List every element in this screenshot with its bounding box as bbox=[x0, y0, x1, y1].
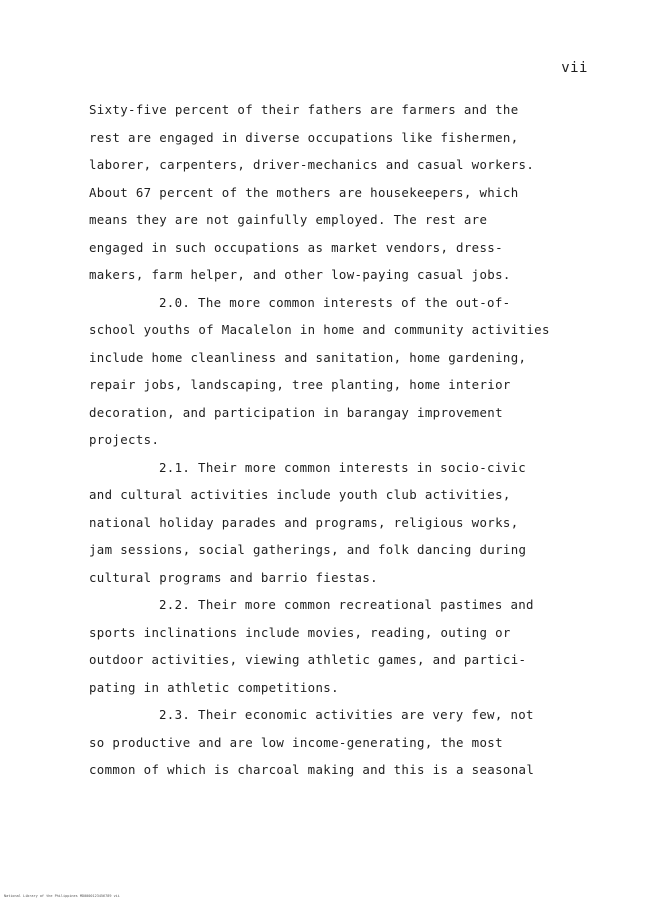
text-line: 2.2. Their more common recreational pastimes and bbox=[159, 597, 534, 612]
text-line: engaged in such occupations as market vendors, dress- bbox=[89, 239, 503, 255]
archive-stamp: National Library of the Philippines MD0000123456789 vii bbox=[4, 894, 120, 898]
text-line: repair jobs, landscaping, tree planting, home interior bbox=[89, 377, 511, 392]
text-line: include home cleanliness and sanitation, home gardening, bbox=[89, 349, 527, 365]
text-line: so productive and are low income-generating, the most bbox=[89, 734, 503, 750]
text-line: projects. bbox=[89, 432, 160, 447]
text-line: 2.0. The more common interests of the out-of- bbox=[159, 294, 511, 310]
text-line: About 67 percent of the mothers are housekeepers, which bbox=[89, 184, 519, 200]
text-line: outdoor activities, viewing athletic games, and partici- bbox=[89, 652, 527, 667]
text-line: and cultural activities include youth club activities, bbox=[89, 487, 511, 502]
text-line: 2.3. Their economic activities are very few, not bbox=[159, 707, 534, 722]
text-line: 2.1. Their more common interests in socio-civic bbox=[159, 459, 527, 475]
page-number: vii bbox=[561, 60, 588, 76]
text-line: pating in athletic competitions. bbox=[89, 679, 339, 695]
text-line: decoration, and participation in barangay improvement bbox=[89, 404, 503, 420]
text-line: common of which is charcoal making and this is a seasonal bbox=[89, 762, 535, 777]
text-line: Sixty-five percent of their fathers are farmers and the bbox=[89, 102, 519, 117]
text-line: school youths of Macalelon in home and community activities bbox=[89, 322, 550, 337]
text-line: cultural programs and barrio fiestas. bbox=[89, 569, 378, 585]
text-line: sports inclinations include movies, reading, outing or bbox=[89, 624, 511, 640]
body-text bbox=[89, 96, 609, 784]
text-line: jam sessions, social gatherings, and folk dancing during bbox=[89, 542, 527, 557]
text-line: makers, farm helper, and other low-paying casual jobs. bbox=[89, 267, 511, 282]
text-line: national holiday parades and programs, religious works, bbox=[89, 514, 519, 530]
text-line: laborer, carpenters, driver-mechanics and casual workers. bbox=[89, 157, 535, 172]
text-line: means they are not gainfully employed. The rest are bbox=[89, 212, 488, 227]
text-line: rest are engaged in diverse occupations like fishermen, bbox=[89, 129, 519, 145]
